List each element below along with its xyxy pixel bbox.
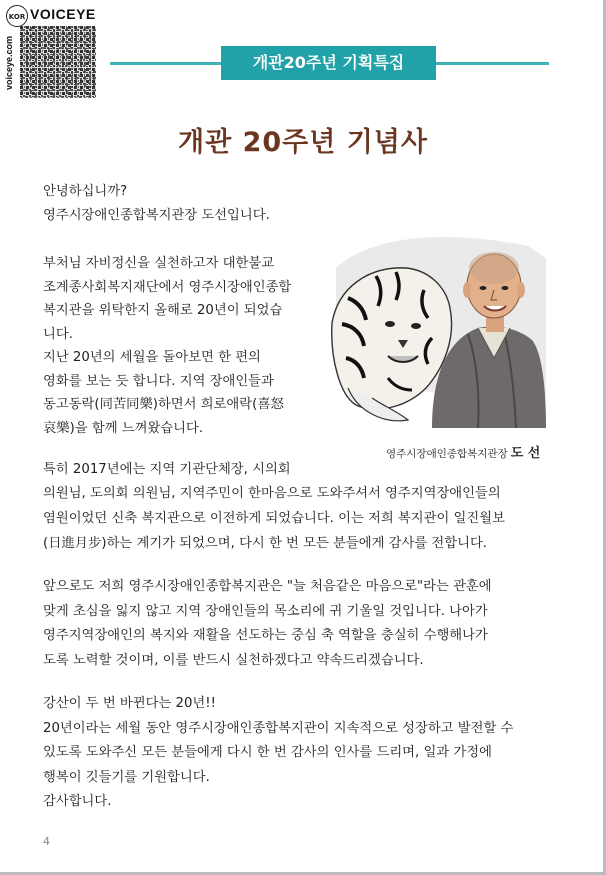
para1-line: 부처님 자비정신을 실천하고자 대한불교 <box>43 256 275 271</box>
para2-line: 지난 20년의 세월을 돌아보면 한 편의 <box>43 350 261 365</box>
para2-line: 영화를 보는 듯 합니다. 지역 장애인들과 <box>43 374 274 389</box>
para1-line: 조계종사회복지재단에서 영주시장애인종합 <box>43 280 292 295</box>
para4-line: 도록 노력할 것이며, 이를 반드시 실천하겠다고 약속드리겠습니다. <box>43 653 424 668</box>
para4-line: 맞게 초심을 잃지 않고 지역 장애인들의 목소리에 귀 기울일 것입니다. 나아가 <box>43 604 488 619</box>
photo-caption <box>386 442 540 461</box>
section-header: 개관20주년 기획특집 <box>221 46 436 80</box>
para3-line: 특히 2017년에는 지역 기관단체장, 시의회 <box>43 462 291 477</box>
greeting-line: 영주시장애인종합복지관장 도선입니다. <box>43 208 270 223</box>
caption-name: 도 선 <box>510 446 541 461</box>
para5-line: 행복이 깃들기를 기원합니다. <box>43 770 210 785</box>
para5-line: 20년이라는 세월 동안 영주시장애인종합복지관이 지속적으로 성장하고 발전할 수 <box>43 721 514 736</box>
para3-line: 염원이었던 신축 복지관으로 이전하게 되었습니다. 이는 저희 복지관이 일진월보 <box>43 511 505 526</box>
para3-line: 의원님, 도의회 의원님, 지역주민이 한마음으로 도와주셔서 영주지역장애인들의 <box>43 486 501 501</box>
header-line-left <box>110 62 222 65</box>
kor-seal: KOR <box>6 5 28 27</box>
page-title: 개관 20주년 기념사 <box>178 127 428 158</box>
para5-line: 있도록 도와주신 모든 분들에게 다시 한 번 감사의 인사를 드리며, 일과 가정에 <box>43 745 492 760</box>
para4-line: 영주지역장애인의 복지와 재활을 선도하는 중심 축 역할을 충실히 수행해나가 <box>43 628 488 643</box>
voiceye-logo-text: VOICEYE <box>30 6 96 22</box>
header-line-right <box>436 62 549 65</box>
greeting-line: 안녕하십니까? <box>43 184 128 199</box>
para5-line: 강산이 두 번 바뀐다는 20년!! <box>43 696 216 711</box>
director-photo <box>328 228 546 428</box>
para1-line: 복지관을 위탁한지 올해로 20년이 되었습 <box>43 303 283 318</box>
para2-line: 동고동락(同苦同樂)하면서 희로애락(喜怒 <box>43 397 284 412</box>
voiceye-badge <box>2 2 100 100</box>
para3-line: (日進月步)하는 계기가 되었으며, 다시 한 번 모든 분들에게 감사를 전합니다. <box>43 536 488 551</box>
page-number: 4 <box>43 835 50 848</box>
para4-line: 앞으로도 저희 영주시장애인종합복지관은 "늘 처음같은 마음으로"라는 관훈에 <box>43 579 492 594</box>
voiceye-code-icon <box>20 26 96 98</box>
para5-line: 감사합니다. <box>43 794 112 809</box>
voiceye-url: voiceye.com <box>4 35 14 91</box>
para1-line: 니다. <box>43 327 73 342</box>
caption-role: 영주시장애인종합복지관장 <box>386 448 508 460</box>
para2-line: 哀樂)을 함께 느껴왔습니다. <box>43 421 204 436</box>
